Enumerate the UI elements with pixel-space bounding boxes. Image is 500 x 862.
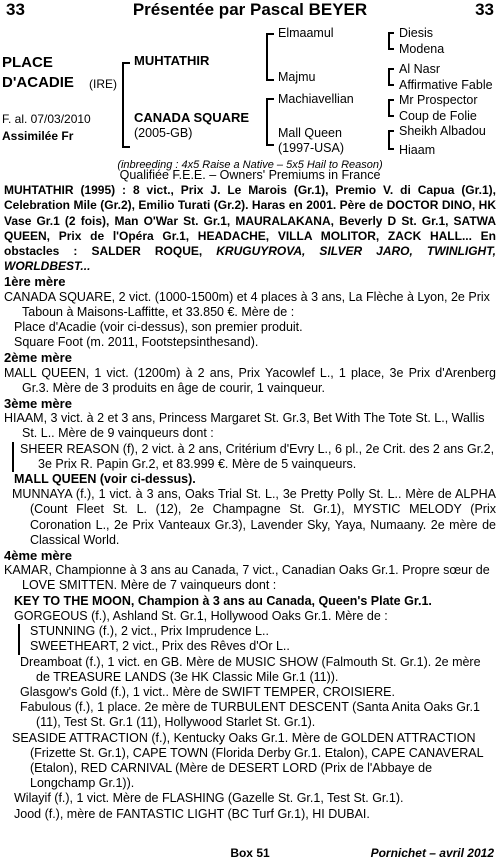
page-number-right: 33 (475, 0, 494, 19)
sire-dam: Majmu (278, 70, 316, 84)
box-number: Box 51 (230, 846, 270, 860)
pedigree-table (0, 26, 500, 156)
sire-sire: Elmaamul (278, 26, 334, 40)
dds: Sheikh Albadou (399, 124, 486, 138)
fourth-dam-produce-5: Fabulous (f.), 1 place. 2e mère de TURBULENT DESCENT (Santa Anita Oaks Gr.1 (11), Test St. Gr.1 (11), Hollywood Starlet St. Gr.1). (20, 700, 480, 730)
second-dam-heading: 2ème mère (4, 350, 72, 366)
first-dam-heading: 1ère mère (4, 274, 66, 290)
sss: Diesis (399, 26, 434, 40)
ssd: Modena (399, 42, 445, 56)
horse-name-line1: PLACE (2, 54, 53, 71)
horse-name-line2: D'ACADIE (2, 74, 74, 91)
catalogue-body (0, 168, 500, 822)
fourth-dam-produce-3: Dreamboat (f.), 1 vict. en GB. Mère de MUSIC SHOW (Falmouth St. Gr.1). 2e mère de TREASURE LANDS (3e HK Classic Mile Gr.1 (11)). (20, 654, 481, 684)
qualification-note: Qualifiée F.E.E. – Owners' Premiums in France (119, 168, 381, 182)
sale-place-date: Pornichet – avril 2012 (370, 846, 494, 860)
gorgeous-produce-block (18, 624, 500, 654)
third-dam-heading: 3ème mère (4, 396, 72, 412)
first-dam-text: CANADA SQUARE, 2 vict. (1000-1500m) et 4 places à 3 ans, La Flèche à Lyon, 2e Prix Taboun à Maisons-Laffitte, et 33.850 €. Mère de : (4, 289, 490, 319)
dss: Mr Prospector (399, 93, 478, 107)
dsd: Coup de Folie (399, 109, 477, 123)
fourth-dam-produce-6: SEASIDE ATTRACTION (f.), Kentucky Oaks Gr.1. Mère de GOLDEN ATTRACTION (Frizette St. Gr.1), CAPE TOWN (Florida Derby Gr.1. Etalon), CAPE CANAVERAL (Etalon), RED CARNIVAL (Mère de DESERT LORD (Prix de l'Abbaye de Longchamp Gr.1)). (12, 730, 484, 791)
horse-country: (IRE) (89, 77, 117, 91)
third-dam-produce-1: SHEER REASON (f), 2 vict. à 2 ans, Critérium d'Evry L., 6 pl., 2e Crit. des 2 ans Gr.2, 3e Prix R. Papin Gr.2, et 83.999 €. Mère de 5 vainqueurs. (20, 441, 495, 471)
third-dam-produce-3: MUNNAYA (f.), 1 vict. à 3 ans, Oaks Trial St. L., 3e Pretty Polly St. L.. Mère de ALPHA (Count Fleet St. L. (12), 2e Champagne St. Gr.1), MYSTIC MELODY (Prix Coronation L., 2e Prix Vanteaux Gr.3), Lavender Sky, Yaya, Numaany. 2e mère de Classical World. (12, 487, 496, 547)
dam-dam-detail: (1997-USA) (278, 141, 344, 155)
fourth-dam-produce-4: Glasgow's Gold (f.), 1 vict.. Mère de SWIFT TEMPER, CROISIERE. (20, 684, 395, 699)
dam-sire: Machiavellian (278, 92, 354, 106)
horse-birth-info: F. al. 07/03/2010 (2, 112, 91, 126)
fourth-dam-heading: 4ème mère (4, 548, 72, 564)
third-dam-produce-block (12, 442, 500, 472)
page-number-left: 33 (6, 0, 25, 19)
fourth-dam-produce-1: KEY TO THE MOON, Champion à 3 ans au Canada, Queen's Plate Gr.1. (14, 593, 432, 608)
third-dam-text: HIAAM, 3 vict. à 2 et 3 ans, Princess Margaret St. Gr.3, Bet With The Tote St. L., Wallis St. L.. Mère de 9 vainqueurs dont : (4, 411, 485, 441)
page-header (6, 0, 494, 20)
sire-name: MUHTATHIR (134, 53, 210, 68)
first-dam-produce-1: Place d'Acadie (voir ci-dessus), son premier produit. (14, 320, 303, 335)
fourth-dam-produce-8: Jood (f.), mère de FANTASTIC LIGHT (BC Turf Gr.1), HI DUBAI. (14, 806, 370, 821)
gorgeous-produce-1: STUNNING (f.), 2 vict., Prix Imprudence L.. (30, 624, 269, 639)
dam-detail: (2005-GB) (134, 126, 193, 140)
dam-dam: Mall Queen (278, 126, 342, 140)
fourth-dam-produce-2: GORGEOUS (f.), Ashland St. Gr.1, Hollywood Oaks Gr.1. Mère de : (14, 608, 388, 623)
inbreeding-note: (inbreeding : 4x5 Raise a Native – 5x5 Hail to Reason) (117, 159, 383, 171)
dam-name: CANADA SQUARE (134, 110, 250, 125)
page-title: Présentée par Pascal BEYER (132, 0, 368, 19)
sire-paragraph: MUHTATHIR (1995) : 8 vict., Prix J. Le Marois (Gr.1), Premio V. di Capua (Gr.1), Celebration Mile (Gr.2), Emilio Turati (Gr.2). Haras en 2001. Père de DOCTOR DINO, HK Vase Gr.1 (2 fois), Man O'War St. Gr.1, MAURALAKANA, Beverly D St. Gr.1, SATWA QUEEN, Prix de l'Opéra Gr.1, HEADACHE, VILLA MOLITOR, ZACK HALL... En obstacles : SALDER ROQUE, KRUGUYROVA, SILVER JARO, TWINLIGHT, WORLDBEST... (4, 183, 496, 274)
page-footer (0, 846, 500, 862)
fourth-dam-produce-7: Wilayif (f.), 1 vict. Mère de FLASHING (Gazelle St. Gr.1, Test St. Gr.1). (14, 791, 404, 806)
second-dam-text: MALL QUEEN, 1 vict. (1200m) à 2 ans, Prix Yacowlef L., 1 place, 3e Prix d'Arenberg Gr.3. Mère de 3 produits en âge de courir, 1 vainqueur. (4, 365, 496, 395)
horse-status: Assimilée Fr (2, 129, 74, 143)
first-dam-produce-2: Square Foot (m. 2011, Footstepsinthesand). (14, 335, 259, 350)
ddd: Hiaam (399, 143, 436, 157)
fourth-dam-text: KAMAR, Championne à 3 ans au Canada, 7 vict., Canadian Oaks Gr.1. Propre sœur de LOVE SMITTEN. Mère de 7 vainqueurs dont : (4, 563, 490, 593)
sdd: Affirmative Fable (399, 78, 493, 92)
gorgeous-produce-2: SWEETHEART, 2 vict., Prix des Rêves d'Or L.. (30, 639, 290, 654)
sds: Al Nasr (399, 62, 440, 76)
third-dam-produce-2: MALL QUEEN (voir ci-dessus). (14, 472, 196, 487)
